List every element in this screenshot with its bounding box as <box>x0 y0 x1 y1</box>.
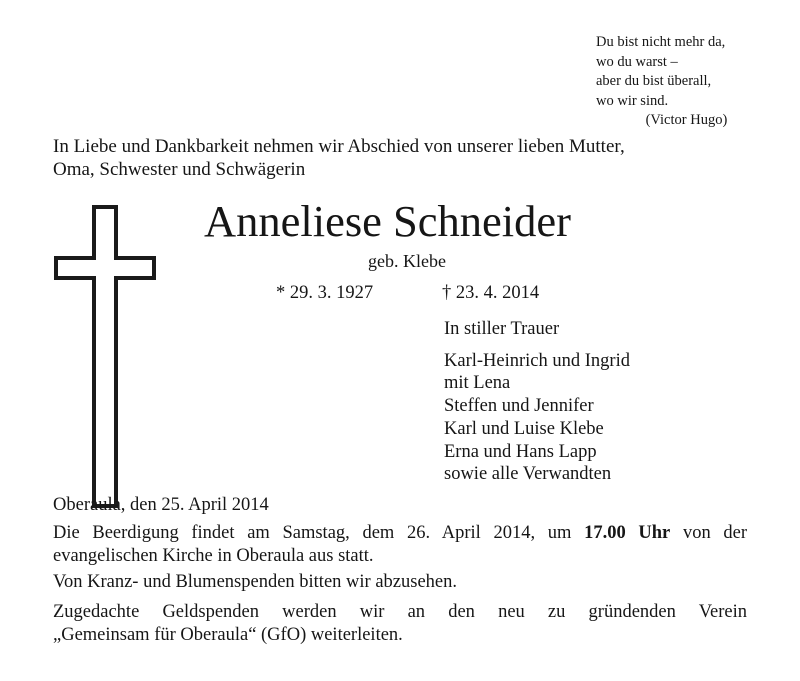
wreaths-note <box>53 571 747 594</box>
intro-line: Oma, Schwester und Schwägerin <box>53 159 306 180</box>
funeral-text: von der <box>682 523 748 543</box>
mourner-name: Karl und Luise Klebe <box>444 418 604 439</box>
quote-line: Du bist nicht mehr da, <box>596 34 726 50</box>
mourner-name: mit Lena <box>444 373 511 394</box>
funeral-time: 17.00 Uhr <box>584 523 671 543</box>
cross-icon <box>54 204 160 510</box>
mourner-name: Erna und Hans Lapp <box>444 441 597 462</box>
deceased-name: Anneliese Schneider <box>204 196 571 246</box>
place-date: Oberaula, den 25. April 2014 <box>53 495 269 515</box>
quote-line: wo du warst – <box>596 53 678 70</box>
intro-line: In Liebe und Dankbarkeit nehmen wir Abschied von unserer lieben Mutter, <box>53 136 625 157</box>
donations-note <box>53 601 747 647</box>
funeral-line: evangelischen Kirche in Oberaula aus statt. <box>53 546 374 566</box>
intro-text <box>53 135 747 181</box>
epigraph-quote <box>596 33 728 131</box>
mourner-name: Karl-Heinrich und Ingrid <box>444 350 630 371</box>
maiden-name: geb. Klebe <box>368 251 446 271</box>
quote-line: wo wir sind. <box>596 92 669 109</box>
mourners-heading: In stiller Trauer <box>444 319 560 339</box>
birth-date: * 29. 3. 1927 <box>276 283 374 303</box>
donations-line: Zugedachte Geldspenden werden wir an den neu zu gründenden Verein <box>53 602 747 622</box>
mourner-name: sowie alle Verwandten <box>444 464 612 485</box>
quote-line: aber du bist überall, <box>596 73 712 89</box>
wreaths-line: Von Kranz- und Blumenspenden bitten wir abzusehen. <box>53 572 457 592</box>
mourner-name: Steffen und Jennifer <box>444 396 594 417</box>
donations-line: „Gemeinsam für Oberaula“ (GfO) weiterleiten. <box>53 625 403 645</box>
mourners-list <box>444 318 630 486</box>
quote-author: (Victor Hugo) <box>645 112 728 128</box>
funeral-line <box>53 522 747 545</box>
funeral-info <box>53 522 747 568</box>
death-date: † 23. 4. 2014 <box>442 283 540 303</box>
funeral-text: Die Beerdigung findet am Samstag, dem 26. April 2014, um <box>53 523 572 543</box>
